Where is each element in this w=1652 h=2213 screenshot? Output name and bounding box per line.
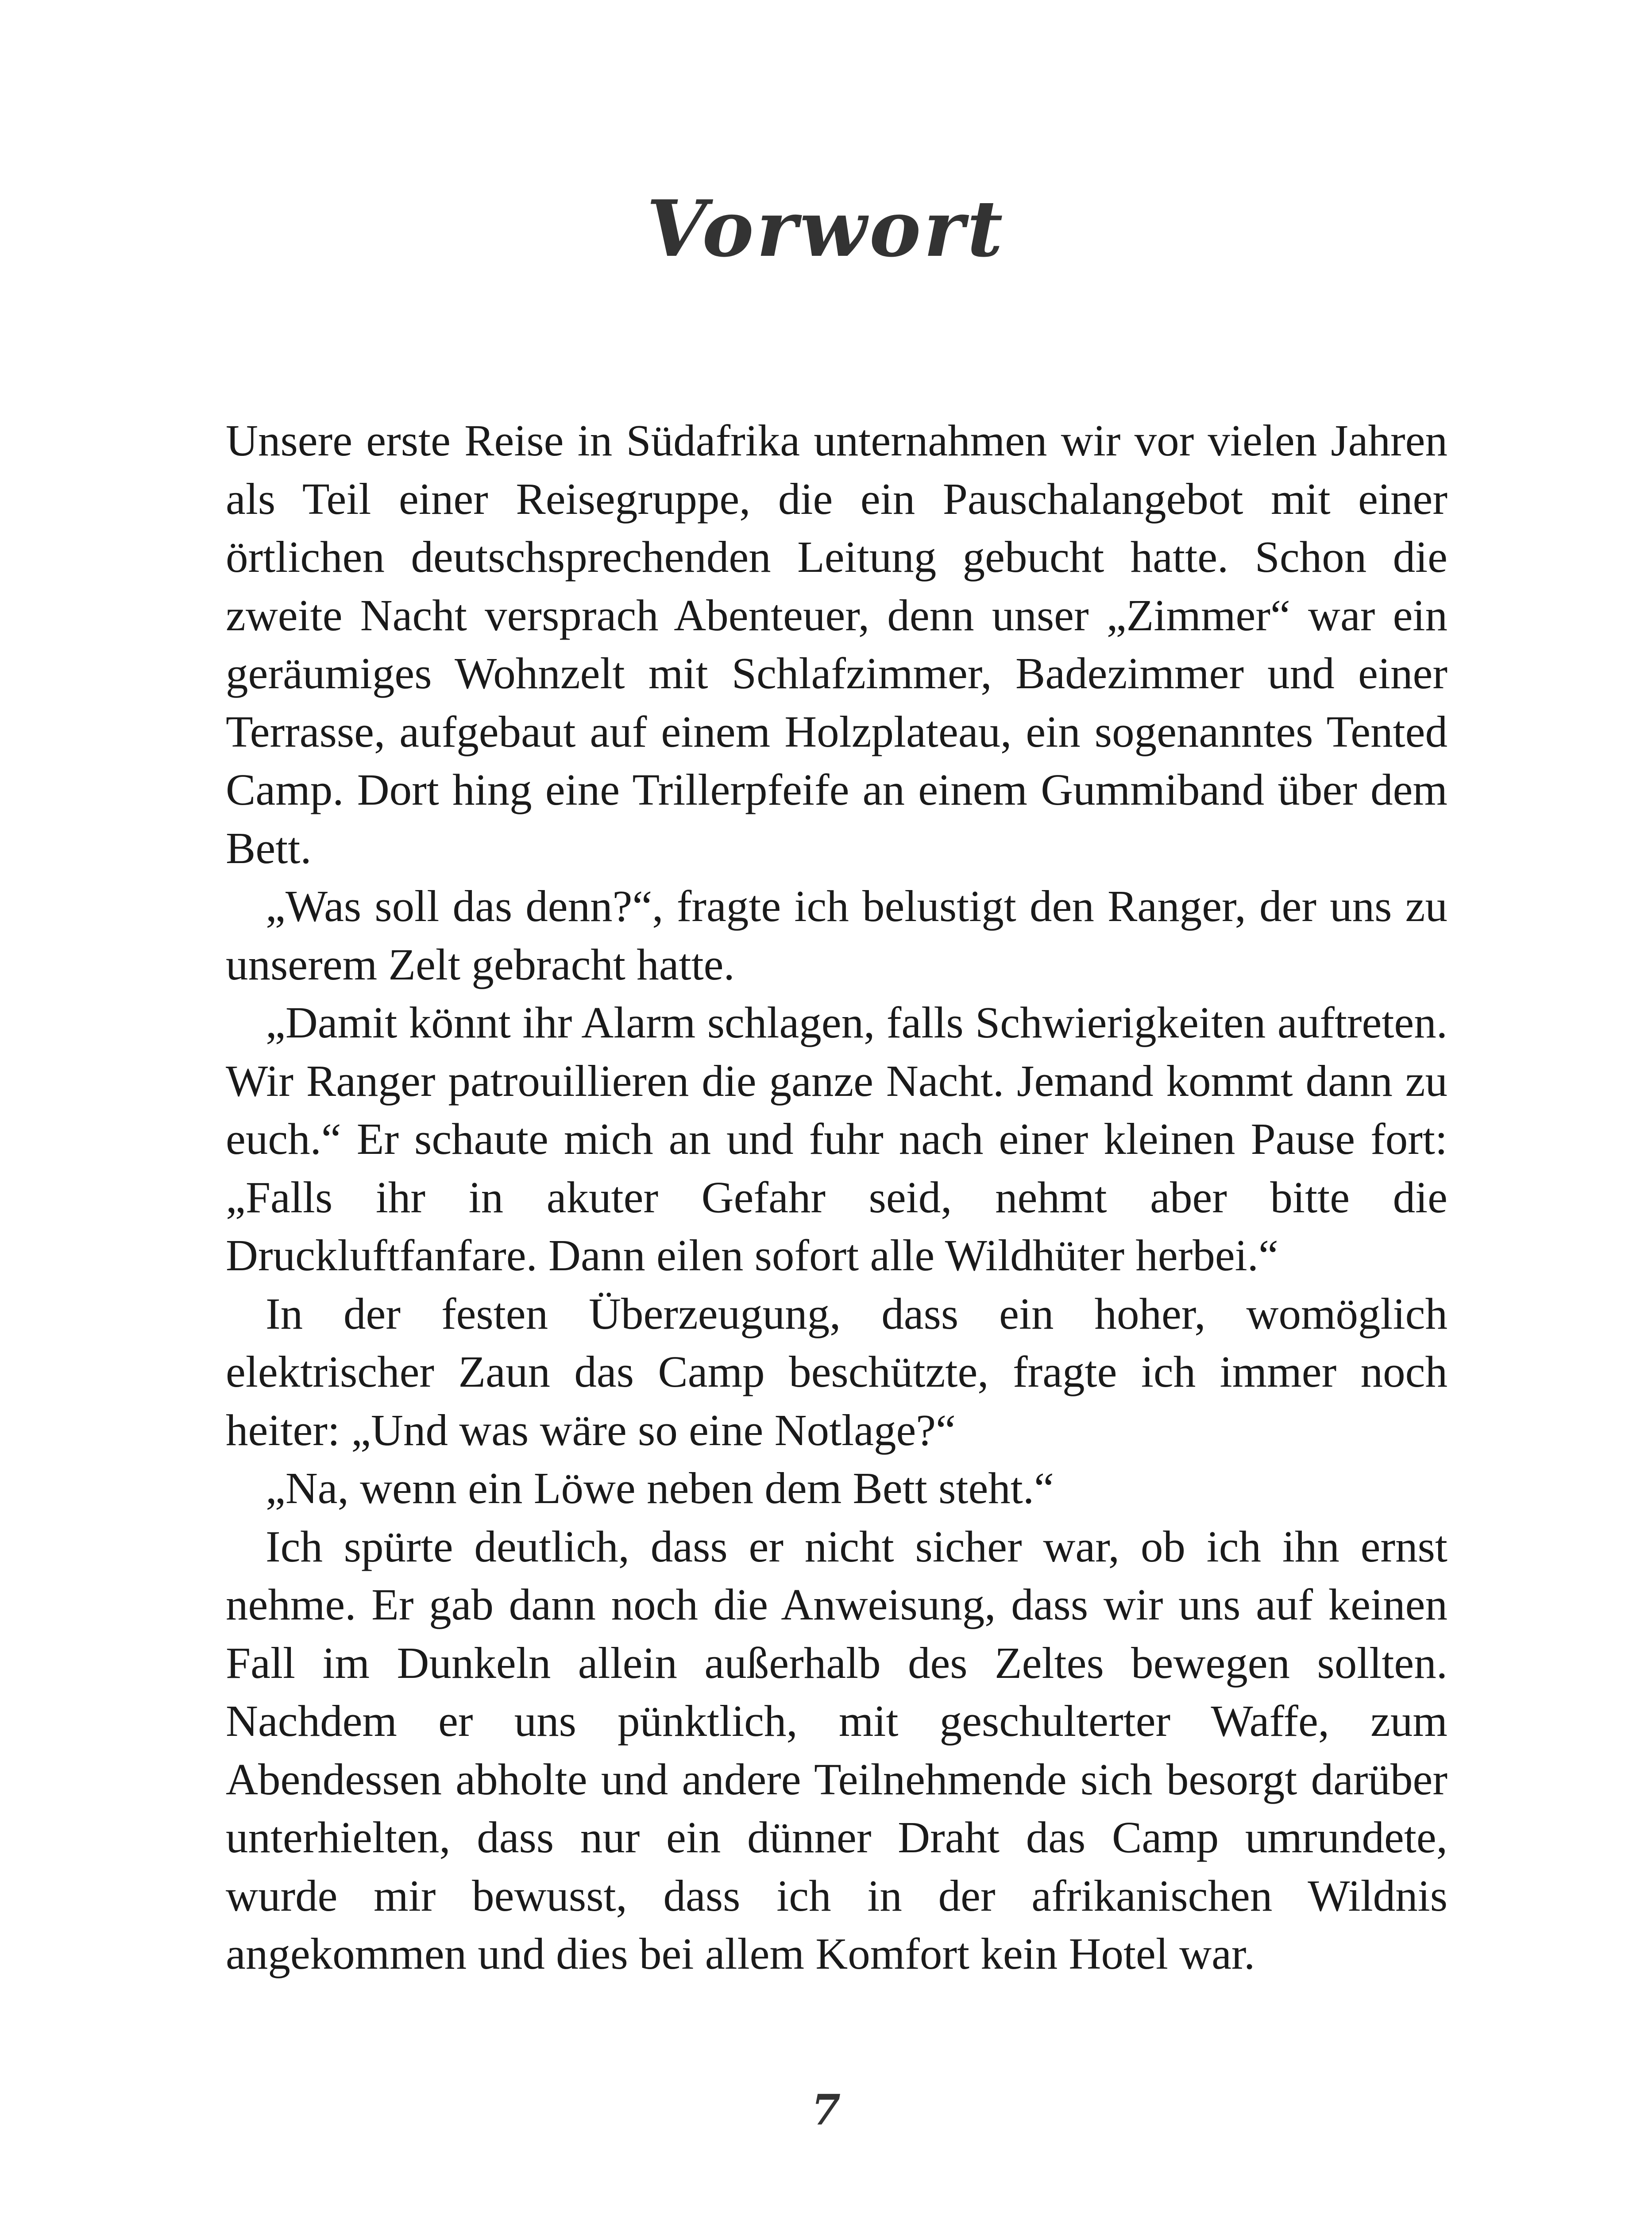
paragraph-3: „Damit könnt ihr Alarm schlagen, falls Schwierigkeiten auftreten. Wir Ranger patrouillieren die ganze Nacht. Jemand kommt dann zu euch.“ Er schaute mich an und fuhr nach einer kleinen Pause fort: „Falls ihr in akuter Gefahr seid, nehmt aber bitte die Druckluftfanfare. Dann eilen sofort alle Wildhüter herbei.“ — [226, 998, 1447, 1280]
paragraph-2: „Was soll das denn?“, fragte ich belustigt den Ranger, der uns zu unserem Zelt gebracht hatte. — [226, 881, 1447, 989]
paragraph-4: In der festen Überzeugung, dass ein hoher, womöglich elektrischer Zaun das Camp beschützte, fragte ich immer noch heiter: „Und was wäre so eine Notlage?“ — [226, 1288, 1447, 1455]
chapter-title: Vorwort — [646, 184, 1006, 274]
page-number: 7 — [811, 2086, 841, 2135]
paragraph-1: Unsere erste Reise in Südafrika unternahmen wir vor vielen Jahren als Teil einer Reisegruppe, die ein Pauschalangebot mit einer örtlichen deutschsprechenden Leitung gebucht hatte. Schon die zweite Nacht versprach Abenteuer, denn unser „Zimmer“ war ein geräumiges Wohnzelt mit Schlafzimmer, Badezimmer und einer Terrasse, aufgebaut auf einem Holzplateau, ein sogenanntes Tented Camp. Dort hing eine Trillerpfeife an einem Gummiband über dem Bett. — [226, 416, 1447, 873]
paragraph-6: Ich spürte deutlich, dass er nicht sicher war, ob ich ihn ernst nehme. Er gab dann noch die Anweisung, dass wir uns auf keinen Fall im Dunkeln allein außerhalb des Zeltes bewegen sollten. Nachdem er uns pünktlich, mit geschulterter Waffe, zum Abendessen abholte und andere Teilnehmende sich besorgt darüber unterhielten, dass nur ein dünner Draht das Camp umrundete, wurde mir bewusst, dass ich in der afrikanischen Wildnis angekommen und dies bei allem Komfort kein Hotel war. — [226, 1521, 1447, 1978]
paragraph-5: „Na, wenn ein Löwe neben dem Bett steht.“ — [266, 1463, 1054, 1513]
body-text — [226, 412, 1447, 1983]
